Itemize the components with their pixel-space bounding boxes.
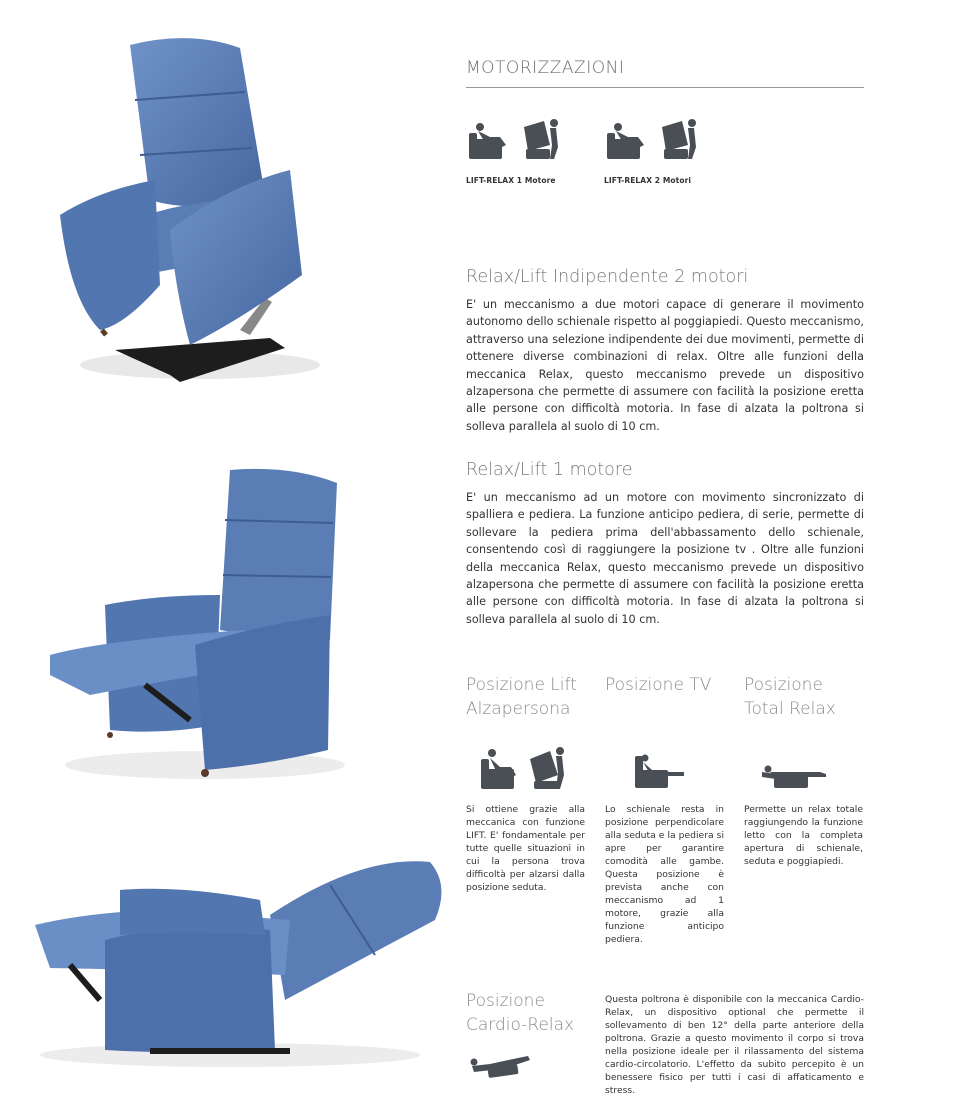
total-relax-position-icon bbox=[760, 764, 830, 792]
position-title-tv: Posizione TV bbox=[605, 675, 712, 695]
page-title: MOTORIZZAZIONI bbox=[466, 58, 625, 78]
lift-position-icon bbox=[478, 745, 568, 793]
cardio-relax-position-icon bbox=[468, 1052, 534, 1080]
lift-relax-2-motor-icon bbox=[604, 115, 699, 165]
position-text-cardio: Questa poltrona è disponibile con la meccanica Cardio-Relax, un dispositivo optional che permette il sollevamento di ben 12° della parte anteriore della poltrona. Grazie a questo movimento il corpo si trova nella posizione ideale per il rilassamento del sistema cardio-circolatorio. L'effetto da subito percepito è un benessere fisico per tutti i casi di affaticamento e stress. bbox=[605, 994, 864, 1096]
title-divider bbox=[466, 87, 864, 88]
chair-photo-lift bbox=[40, 30, 320, 390]
section-heading-2-motors: Relax/Lift Indipendente 2 motori bbox=[466, 267, 749, 287]
position-title-total-relax: Posizione Total Relax bbox=[744, 675, 836, 719]
section-heading-1-motor: Relax/Lift 1 motore bbox=[466, 460, 633, 480]
position-text-lift: Si ottiene grazie alla meccanica con funzione LIFT. E' fondamentale per tutte quelle situazioni in cui la persona trova difficoltà per alzarsi dalla posizione seduta. bbox=[466, 804, 585, 893]
position-title-cardio: Posizione Cardio-Relax bbox=[466, 991, 575, 1035]
motor-label-2: LIFT-RELAX 2 Motori bbox=[604, 176, 692, 185]
position-title-lift: Posizione Lift Alzapersona bbox=[466, 675, 577, 719]
chair-photo-tv bbox=[45, 465, 345, 785]
section-text-1-motor: E' un meccanismo ad un motore con movimento sincronizzato di spalliera e pediera. La funzione anticipo pediera, di serie, permette di sollevare la pediera prima dell'abbassamento dello schienale, consentendo così di raggiungere la posizione tv . Oltre alle funzioni della meccanica Relax, questo meccanismo prevede un dispositivo alzapersona che permette di assumere con facilità la posizione eretta alle persone con difficoltà motoria. In fase di alzata la poltrona si solleva parallela al suolo di 10 cm. bbox=[466, 491, 864, 626]
position-text-total-relax: Permette un relax totale raggiungendo la funzione letto con la completa apertura di schienale, seduta e poggiapiedi. bbox=[744, 804, 863, 867]
section-text-2-motors: E' un meccanismo a due motori capace di generare il movimento autonomo dello schienale rispetto al poggiapiedi. Questo meccanismo, attraverso una selezione indipendente dei due movimenti, permette di ottenere diverse combinazioni di relax. Oltre alle funzioni della meccanica Relax, questo meccanismo prevede un dispositivo alzapersona che permette di assumere con facilità la posizione eretta alle persone con difficoltà motoria. In fase di alzata la poltrona si solleva parallela al suolo di 10 cm. bbox=[466, 298, 864, 433]
chair-photo-relax bbox=[30, 850, 450, 1070]
position-text-tv: Lo schienale resta in posizione perpendicolare alla seduta e la pediera si apre per garantire comodità alle gambe. Questa posizione è prevista anche con meccanismo ad 1 motore, grazie alla funzione anticipo pediera. bbox=[605, 804, 724, 945]
motor-label-1: LIFT-RELAX 1 Motore bbox=[466, 176, 556, 185]
lift-relax-1-motor-icon bbox=[466, 115, 561, 165]
tv-position-icon bbox=[630, 752, 690, 792]
